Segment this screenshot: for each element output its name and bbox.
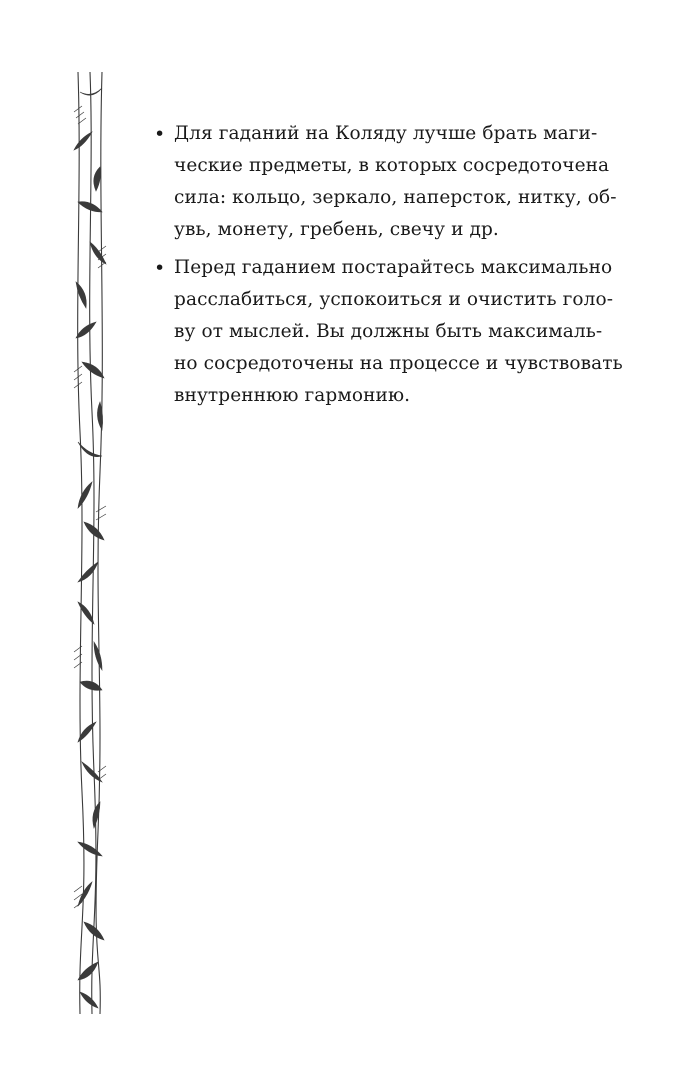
text-line: увь, монету, гребень, свечу и др. <box>174 219 499 240</box>
botanical-border <box>72 72 110 1014</box>
grass-ornament-icon <box>72 72 110 1014</box>
text-line: Для гаданий на Коляду лучше брать маги- <box>174 123 598 144</box>
bullet-marker: • <box>154 257 166 279</box>
text-line: ческие предметы, в которых сосредоточена <box>174 155 610 176</box>
bullet-marker: • <box>154 123 166 145</box>
text-line: ву от мыслей. Вы должны быть максималь- <box>174 321 603 342</box>
page-text <box>152 118 632 418</box>
text-line: сила: кольцо, зеркало, наперсток, нитку, об- <box>174 187 617 208</box>
bullet-list <box>152 118 632 412</box>
text-line: внутреннюю гармонию. <box>174 385 411 406</box>
text-line: но сосредоточены на процессе и чувствовать <box>174 353 623 374</box>
text-line: Перед гаданием постарайтесь максимально <box>174 257 613 278</box>
text-line: расслабиться, успокоиться и очистить голо- <box>174 289 614 310</box>
bullet-item-magic-items <box>152 118 632 246</box>
bullet-item-relax <box>152 252 632 412</box>
